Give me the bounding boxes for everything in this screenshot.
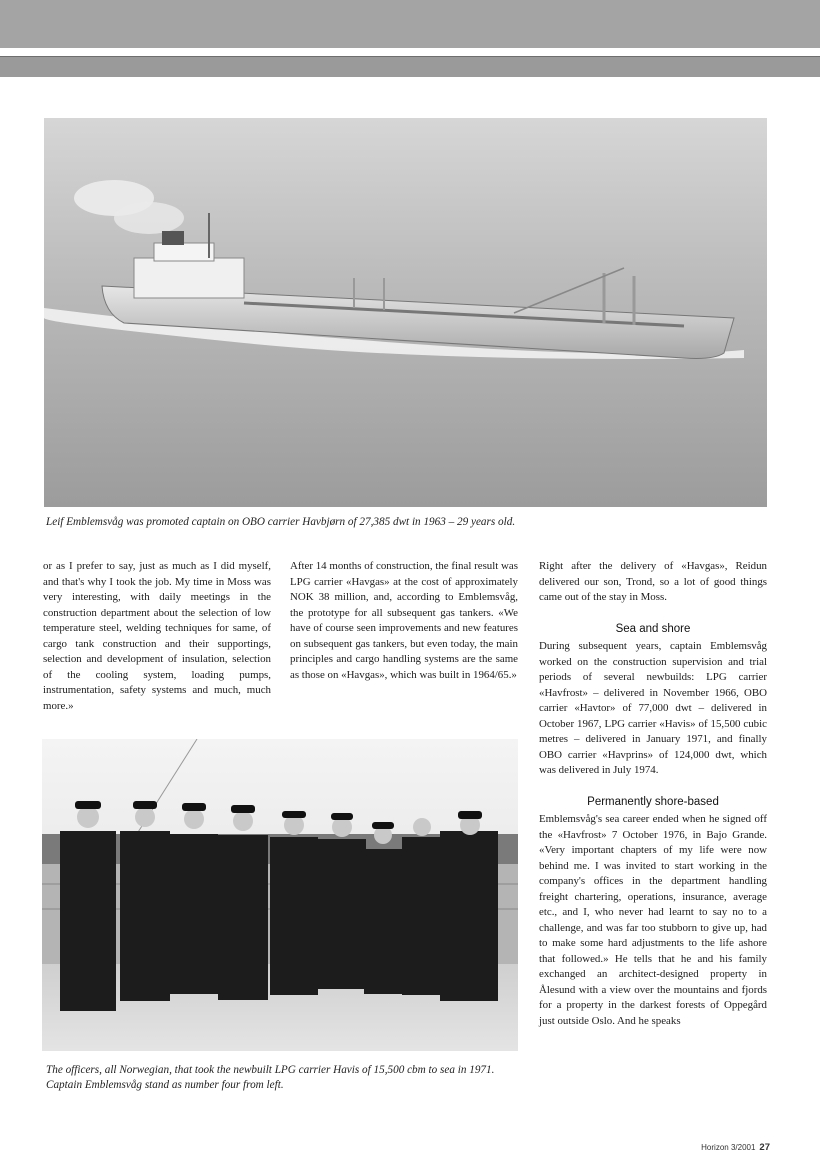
text-column-3 (539, 559, 767, 1029)
text-column-1 (43, 559, 271, 714)
header-band-top (0, 0, 820, 48)
page-number: 27 (759, 1142, 770, 1153)
subheading-sea-and-shore: Sea and shore (615, 622, 691, 635)
ship-photo (44, 118, 767, 507)
officers-photo-caption: The officers, all Norwegian, that took the newbuilt LPG carrier Havis of 15,500 cbm to sea in 1971. Captain Emblemsvåg stand as number four from left. (46, 1064, 495, 1091)
subheading-permanently-shore-based: Permanently shore-based (587, 795, 719, 808)
column3-paragraph-3: Emblemsvåg's sea career ended when he signed off the «Havfrost» 7 October 1976, in Bajo Grande. «Very important chapters of my life were now behind me. I was invited to start working in the company's offices in the department handling freight chartering, operations, insurance, average etc., and I, who never had learnt to say no to a challenge, and was far too stubborn to give up, had to make some hard adjustments to the life ashore that followed.» He tells that he and his family exchanged an architect-designed property in Ålesund with a view over the mountains and fjords for a property in the darkest forests of Oppegård just outside Oslo. And he speaks (539, 813, 767, 1027)
issue-label: Horizon 3/2001 (701, 1143, 756, 1152)
text-column-2 (290, 559, 518, 683)
header-band-lower (0, 56, 820, 77)
officers-photo (42, 739, 518, 1051)
column3-paragraph-1: Right after the delivery of «Havgas», Reidun delivered our son, Trond, so a lot of good things came out of the stay in Moss. (539, 560, 767, 603)
column3-paragraph-2: During subsequent years, captain Emblemsvåg worked on the construction supervision and trial periods of several newbuilds: LPG carrier «Havfrost» – delivered in November 1966, OBO carrier «Havtor» of 77,000 dwt – delivered in October 1967, LPG carrier «Havis» of 15,500 cubic metres – delivered in January 1971, and finally OBO carrier «Havprins» of 124,000 dwt, which was delivered in July 1974. (539, 640, 767, 776)
column1-paragraph: or as I prefer to say, just as much as I did myself, and that's why I took the job. My time in Moss was very interesting, with daily meetings in the construction department about the selection of low temperature steel, welding techniques for same, of cargo tank construction and their supportings, selection and development of insulation, selection of the cooling system, loading pumps, instrumentation, safety systems and much, much more.» (43, 560, 271, 712)
page-footer (660, 1142, 770, 1153)
ship-photo-caption: Leif Emblemsvåg was promoted captain on OBO carrier Havbjørn of 27,385 dwt in 1963 – 29 years old. (46, 516, 516, 528)
column2-paragraph: After 14 months of construction, the final result was LPG carrier «Havgas» at the cost of approximately NOK 38 million, and, according to Emblemsvåg, the prototype for all subsequent gas tankers. «We have of course seen improvements and new features on subsequent gas tankers, but even today, the main principles and cargo handling systems are the same as those on «Havgas», which was built in 1964/65.» (290, 560, 518, 681)
